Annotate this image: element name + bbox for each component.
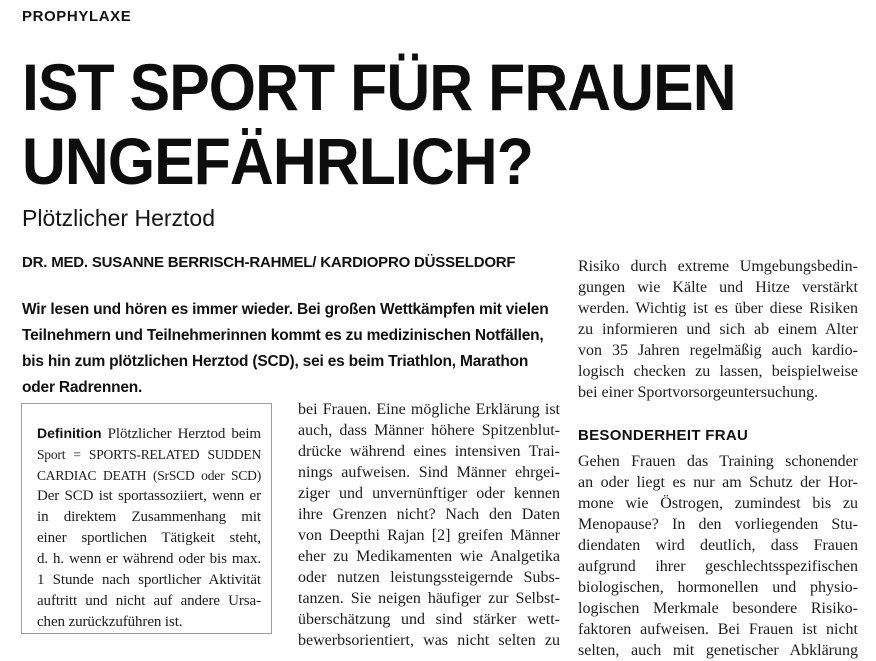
intro-paragraph — [22, 297, 570, 401]
text-line: tanzen. Sie neigen häufiger zur Selbst- — [298, 590, 560, 607]
text-line: Gehen Frauen das Training schonender — [578, 453, 858, 470]
text-line: zu informieren und sich ab einem Alter — [578, 321, 858, 338]
text-line: logisch checken zu lassen, beispielweise — [578, 363, 858, 380]
text-line: auch, dass Männer höhere Spitzenblut- — [298, 422, 560, 439]
text-line: selten, auch mit genetischer Abklärung — [578, 642, 858, 659]
definition-body — [37, 444, 261, 633]
text-line: mone wie Östrogen, zumindest bis zu — [578, 495, 858, 512]
headline-line-2: UNGEFÄHRLICH? — [22, 124, 533, 198]
text-line: d. h. wenn er während oder bis max. — [37, 551, 261, 567]
text-line: Sport = SPORTS-RELATED SUDDEN — [37, 447, 261, 462]
definition-first-line-text: Plötzlicher Herztod beim — [107, 426, 261, 442]
text-line: werden. Wichtig ist es über diese Risiken — [578, 300, 858, 317]
column-right — [578, 256, 858, 659]
text-line: biologischen, hormonellen und physio- — [578, 579, 858, 596]
text-line: nings aufweisen. Sind Männer ehrgei- — [298, 464, 560, 481]
definition-box — [21, 403, 272, 634]
text-line: faktoren aufweisen. Bei Frauen ist nicht — [578, 621, 858, 638]
text-line: oder nutzen leistungssteigernde Subs- — [298, 569, 560, 586]
text-line: aufgrund ihrer geschlechtsspezifischen — [578, 558, 858, 575]
text-line: an oder liegt es nur am Schutz der Hor- — [578, 474, 858, 491]
text-line: von Deepthi Rajan [2] greifen Männer — [298, 527, 560, 544]
text-line: überschätzung und sind stärker wett- — [298, 611, 560, 628]
subtitle: Plötzlicher Herztod — [22, 205, 216, 231]
text-line: Wir lesen und hören es immer wieder. Bei großen Wettkämpfen mit vielen — [22, 301, 549, 318]
text-line: CARDIAC DEATH (SrSCD oder SCD) — [37, 468, 261, 483]
column-middle — [298, 399, 560, 649]
right-paragraph-2 — [578, 451, 858, 661]
text-line: Der SCD ist sportassoziiert, wenn er — [37, 488, 261, 504]
text-line: Menopause? In den vorliegenden Stu- — [578, 516, 858, 533]
text-line: bewerbsorientiert, was nicht selten zu — [298, 632, 560, 649]
text-line: oder Radrennen. — [22, 379, 143, 396]
text-line: chen zurückzuführen ist. — [37, 614, 183, 630]
text-line: auftritt und nicht auf andere Ursa- — [37, 593, 261, 609]
text-line: Risiko durch extreme Umgebungsbedin- — [578, 258, 858, 275]
author-byline: DR. MED. SUSANNE BERRISCH-RAHMEL/ KARDIOPRO DÜSSELDORF — [22, 254, 516, 271]
text-line: logischen Merkmale besondere Risiko- — [578, 600, 858, 617]
headline — [22, 50, 736, 198]
text-line: ihre Grenzen nicht? Nach den Daten — [298, 506, 560, 523]
text-line: bis hin zum plötzlichen Herztod (SCD), sei es beim Triathlon, Marathon — [22, 353, 529, 370]
text-line: eher zu Medikamenten wie Analgetika — [298, 548, 560, 565]
text-line: in direktem Zusammenhang mit — [37, 509, 261, 525]
headline-line-1: IST SPORT FÜR FRAUEN — [22, 50, 736, 124]
text-line: Teilnehmern und Teilnehmerinnen kommt es zu medizinischen Notfällen, — [22, 327, 544, 344]
text-line: drücke während eines intensiven Trai- — [298, 443, 560, 460]
section-heading-besonderheit-frau: BESONDERHEIT FRAU — [578, 427, 749, 444]
kicker-label: PROPHYLAXE — [22, 8, 132, 25]
definition-first-line — [37, 423, 261, 444]
text-line: von 35 Jahren regelmäßig auch kardio- — [578, 342, 858, 359]
text-line: einer sportlichen Tätigkeit steht, — [37, 530, 261, 546]
text-line: bei einer Sportvorsorgeuntersuchung. — [578, 384, 819, 401]
text-line: 1 Stunde nach sportlicher Aktivität — [37, 572, 261, 588]
definition-label: Definition — [37, 425, 102, 441]
text-line: gungen wie Kälte und Hitze verstärkt — [578, 279, 858, 296]
right-paragraph-1 — [578, 256, 858, 403]
text-line: bei Frauen. Eine mögliche Erklärung ist — [298, 401, 560, 418]
text-line: diendaten wird deutlich, dass Frauen — [578, 537, 858, 554]
text-line: ziger und unvernünftiger oder kennen — [298, 485, 560, 502]
